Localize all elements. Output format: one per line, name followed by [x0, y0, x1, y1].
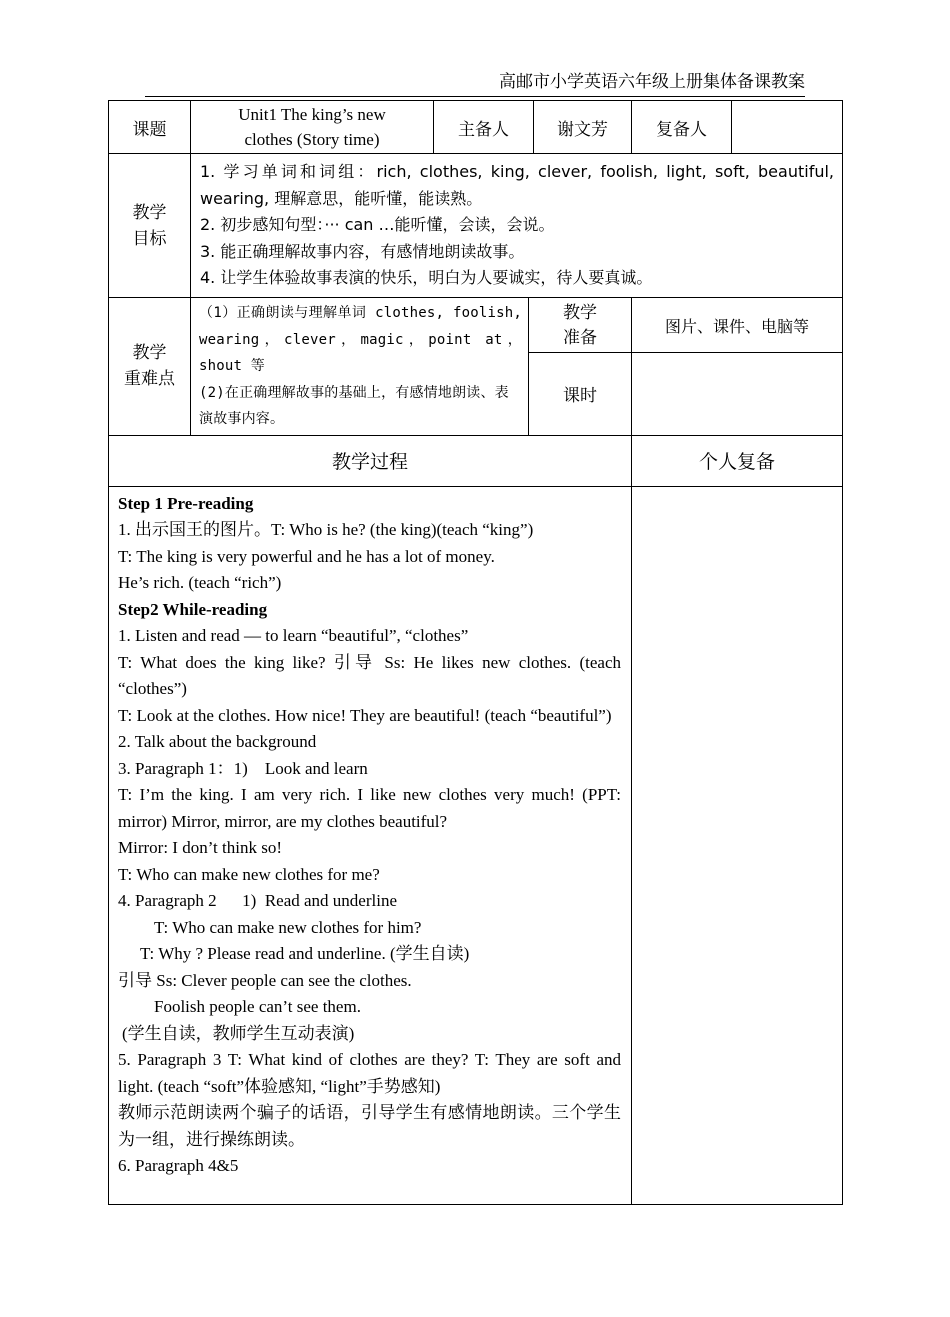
process-line: T: The king is very powerful and he has a lot of money.: [118, 546, 495, 566]
process-line: 2. Talk about the background: [118, 732, 317, 751]
process-line: 1. 出示国王的图片。T: Who is he? (the king)(teach “king”): [118, 520, 534, 539]
main-prep-name: 谢文芳: [534, 101, 632, 154]
topic-line-2: clothes (Story time): [244, 130, 380, 149]
process-line: T: Why ? Please read and underline. (学生自读): [140, 944, 470, 963]
keypoint-item-2: (2)在正确理解故事的基础上，有感情地朗读、表演故事内容。: [199, 384, 509, 427]
process-line: T: What does the king like? 引导 Ss: He likes new clothes. (teach “clothes”): [118, 652, 621, 698]
process-line: Step2 While-reading: [118, 599, 268, 619]
process-line: (学生自读，教师学生互动表演): [122, 1023, 355, 1043]
goals-label-line-2: 目标: [132, 228, 167, 248]
co-prep-label: 复备人: [632, 101, 732, 154]
process-line: T: I’m the king. I am very rich. I like new clothes very much! (PPT: mirror) Mirror, mirror, are my clothes beautiful?: [118, 785, 621, 831]
prep-label-line-1: 教学: [563, 303, 597, 323]
process-line: 5. Paragraph 3 T: What kind of clothes are they? T: They are soft and light. (teach “soft”体验感知, “light”手势感知): [118, 1050, 621, 1096]
process-line: Mirror: I don’t think so!: [118, 838, 283, 857]
keypoints-content: [191, 298, 529, 436]
topic-label: 课题: [109, 101, 191, 154]
process-line: 教师示范朗读两个骗子的话语，引导学生有感情地朗读。三个学生为一组，进行操练朗读。: [118, 1103, 621, 1149]
prep-label-line-2: 准备: [563, 328, 597, 348]
hours-value: [632, 353, 843, 435]
process-line: T: Who can make new clothes for him?: [154, 917, 422, 937]
process-line: 1. Listen and read — to learn “beautiful”, “clothes”: [118, 626, 469, 645]
keypoints-label-line-2: 重难点: [124, 369, 175, 389]
personal-notes: [632, 486, 843, 1204]
co-prep-name: [732, 101, 843, 154]
goal-item: 2. 初步感知句型：··· can …能听懂，会读，会说。: [200, 215, 555, 235]
hours-label: 课时: [529, 353, 632, 435]
document-header: 高邮市小学英语六年级上册集体备课教案: [145, 70, 805, 97]
topic-value: [191, 101, 434, 154]
goal-item: 4. 让学生体验故事表演的快乐，明白为人要诚实，待人要真诚。: [200, 268, 653, 288]
prep-label: [529, 298, 632, 353]
process-line: He’s rich. (teach “rich”): [118, 573, 282, 592]
process-line: Step 1 Pre-reading: [118, 493, 254, 513]
goals-label-line-1: 教学: [132, 202, 167, 222]
process-line: 4. Paragraph 2 1) Read and underline: [118, 891, 397, 910]
process-line: 3. Paragraph 1：1) Look and learn: [118, 758, 368, 778]
process-line: 引导 Ss: Clever people can see the clothes.: [118, 970, 412, 990]
process-header: 教学过程: [109, 435, 632, 486]
goal-item: 3. 能正确理解故事内容，有感情地朗读故事。: [200, 241, 525, 261]
keypoints-label: [109, 298, 191, 436]
goal-item: 1. 学习单词和词组：rich, clothes, king, clever, foolish, light, soft, beautiful, wearing, 理解意思，能听懂，能读熟。: [200, 162, 834, 208]
keypoints-label-line-1: 教学: [132, 343, 167, 363]
process-line: T: Look at the clothes. How nice! They are beautiful! (teach “beautiful”): [118, 705, 612, 725]
main-prep-label: 主备人: [434, 101, 534, 154]
process-line: Foolish people can’t see them.: [154, 997, 361, 1016]
prep-value: 图片、课件、电脑等: [632, 298, 843, 353]
process-line: 6. Paragraph 4&5: [118, 1156, 239, 1175]
goals-label: [109, 154, 191, 298]
process-content: [109, 486, 632, 1204]
topic-line-1: Unit1 The king’s new: [238, 105, 386, 124]
process-line: T: Who can make new clothes for me?: [118, 864, 380, 884]
goals-content: [191, 154, 843, 298]
keypoint-item-1: （1）正确朗读与理解单词 clothes, foolish, wearing，clever，magic，point at，shout 等: [199, 305, 522, 374]
personal-header: 个人复备: [632, 435, 843, 486]
lesson-plan-table: [108, 100, 843, 1205]
